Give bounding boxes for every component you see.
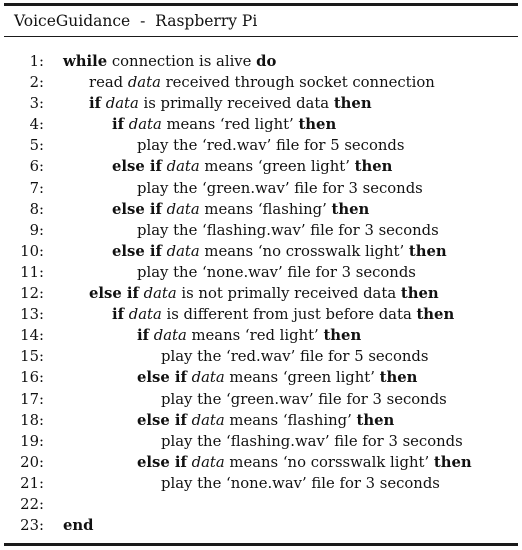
keyword: then [408,242,447,260]
code-line [4,473,518,494]
code-statement [137,220,439,241]
algorithm-box [4,3,518,546]
code-text: is different from just before data [161,306,417,324]
code-line [4,220,518,241]
line-number: 3: [29,95,44,113]
code-text: means ‘red light’ [186,327,324,345]
code-line [4,410,518,431]
keyword: then [356,411,395,429]
line-number: 7: [29,179,44,197]
code-statement [137,367,417,388]
keyword: end [63,517,94,535]
keyword: else if [137,411,187,429]
code-line [4,241,518,262]
variable: data [143,285,177,303]
code-statement [137,178,423,199]
code-text: means ‘no corsswalk light’ [224,453,434,471]
code-text: means ‘green light’ [199,158,355,176]
code-statement [63,51,276,72]
line-number: 9: [29,221,44,239]
keyword: while [63,53,108,70]
keyword: else if [137,369,187,387]
code-statement [89,283,439,304]
code-line [4,494,518,515]
keyword: then [323,327,362,345]
keyword: then [354,158,393,176]
code-text: means ‘no crosswalk light’ [199,242,409,260]
line-number: 11: [20,263,44,281]
line-number: 5: [29,137,44,155]
line-number: 14: [20,327,44,345]
line-number: 21: [20,474,44,492]
code-statement [161,346,428,367]
line-number: 18: [20,411,44,429]
code-text: means ‘flashing’ [224,411,357,429]
variable: data [166,242,200,260]
keyword: then [298,116,337,134]
code-line [4,93,518,114]
algorithm-title: VoiceGuidance - Raspberry Pi [4,6,518,37]
variable: data [105,95,139,113]
variable: data [128,306,162,324]
code-statement [112,241,447,262]
code-line [4,304,518,325]
code-line [4,51,518,72]
keyword: else if [112,242,162,260]
code-statement [137,135,404,156]
algorithm-body [4,37,518,536]
code-statement [137,452,472,473]
code-line [4,452,518,473]
code-statement [112,114,336,135]
variable: data [191,453,225,471]
code-statement [161,431,463,452]
line-number: 16: [20,369,44,387]
code-text: is not primally received data [176,285,401,303]
code-text: received through socket connection [160,74,435,92]
keyword: do [256,53,277,70]
code-line [4,199,518,220]
code-text: play the ‘red.wav’ file for 5 seconds [137,137,405,155]
variable: data [191,369,225,387]
variable: data [166,200,200,218]
keyword: if [112,306,124,324]
keyword: then [333,95,372,113]
code-line [4,346,518,367]
code-text: play the ‘flashing.wav’ file for 3 seconds [137,221,439,239]
code-line [4,389,518,410]
code-text: read [89,74,128,92]
code-line [4,178,518,199]
variable: data [166,158,200,176]
variable: data [191,411,225,429]
keyword: if [137,327,149,345]
keyword: then [400,285,439,303]
line-number: 10: [20,242,44,260]
code-statement [112,304,454,325]
code-text: means ‘red light’ [161,116,299,134]
line-number: 23: [20,517,44,535]
code-statement [63,515,94,536]
code-text: connection is alive [107,53,257,70]
code-text: play the ‘none.wav’ file for 3 seconds [161,474,440,492]
code-text: play the ‘none.wav’ file for 3 seconds [137,263,416,281]
code-line [4,283,518,304]
code-statement [137,410,394,431]
code-statement [112,156,392,177]
keyword: then [416,306,455,324]
line-number: 8: [29,200,44,218]
code-line [4,114,518,135]
code-statement [137,325,361,346]
line-number: 12: [20,285,44,303]
code-line [4,325,518,346]
keyword: else if [89,285,139,303]
keyword: if [112,116,124,134]
line-number: 2: [29,74,44,92]
line-number: 4: [29,116,44,134]
code-statement [89,93,372,114]
code-statement [112,199,369,220]
code-text: play the ‘red.wav’ file for 5 seconds [161,348,429,366]
line-number: 19: [20,432,44,450]
code-text: play the ‘flashing.wav’ file for 3 seconds [161,432,463,450]
code-text: means ‘green light’ [224,369,380,387]
keyword: then [433,453,472,471]
code-statement [161,389,447,410]
code-line [4,367,518,388]
keyword: else if [137,453,187,471]
line-number: 20: [20,453,44,471]
code-line [4,262,518,283]
code-text: play the ‘green.wav’ file for 3 seconds [137,179,423,197]
keyword: then [331,200,370,218]
keyword: else if [112,158,162,176]
code-text: is primally received data [138,95,334,113]
code-statement [161,473,440,494]
variable: data [153,327,187,345]
keyword: then [379,369,418,387]
code-line [4,72,518,93]
keyword: if [89,95,101,113]
code-line [4,156,518,177]
code-text: means ‘flashing’ [199,200,332,218]
code-line [4,135,518,156]
line-number: 13: [20,306,44,324]
line-number: 6: [29,158,44,176]
variable: data [128,116,162,134]
code-text: play the ‘green.wav’ file for 3 seconds [161,390,447,408]
line-number: 15: [20,348,44,366]
line-number: 1: [29,53,44,70]
code-statement [89,72,435,93]
code-line [4,515,518,536]
code-statement [137,262,416,283]
keyword: else if [112,200,162,218]
code-line [4,431,518,452]
line-number: 17: [20,390,44,408]
line-number: 22: [20,495,44,513]
variable: data [127,74,161,92]
